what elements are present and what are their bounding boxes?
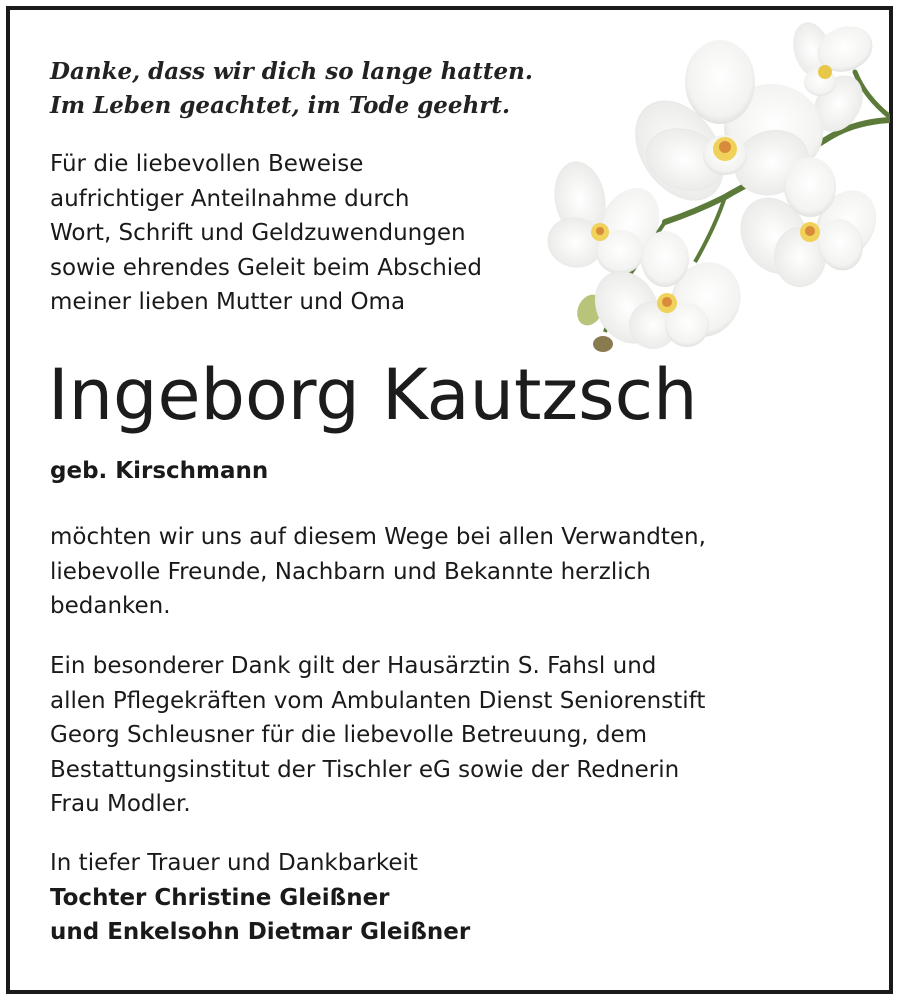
intro-text bbox=[50, 147, 482, 320]
motto-line: Danke, dass wir dich so lange hatten. bbox=[50, 58, 533, 85]
deceased-name: Ingeborg Kautzsch bbox=[48, 354, 698, 436]
special-thanks-line: Ein besonderer Dank gilt der Hausärztin S. Fahsl und bbox=[50, 653, 657, 679]
intro-line: Wort, Schrift und Geldzuwendungen bbox=[50, 220, 466, 246]
thanks-line: bedanken. bbox=[50, 593, 171, 619]
motto-line: Im Leben geachtet, im Tode geehrt. bbox=[50, 92, 511, 119]
special-thanks-paragraph bbox=[50, 649, 705, 822]
thanks-line: liebevolle Freunde, Nachbarn und Bekannte herzlich bbox=[50, 558, 651, 585]
thanks-line: möchten wir uns auf diesem Wege bei allen Verwandten, bbox=[50, 524, 706, 550]
special-thanks-line: allen Pflegekräften vom Ambulanten Dienst Seniorenstift bbox=[50, 687, 706, 714]
special-thanks-line: Frau Modler. bbox=[50, 791, 191, 817]
intro-line: sowie ehrendes Geleit beim Abschied bbox=[50, 254, 482, 281]
signer-grandson: und Enkelsohn Dietmar Gleißner bbox=[50, 919, 471, 945]
closing-block bbox=[50, 846, 470, 950]
intro-line: meiner lieben Mutter und Oma bbox=[50, 289, 406, 315]
signer-daughter: Tochter Christine Gleißner bbox=[50, 884, 390, 911]
special-thanks-line: Georg Schleusner für die liebevolle Betreuung, dem bbox=[50, 722, 648, 748]
closing-phrase: In tiefer Trauer und Dankbarkeit bbox=[50, 850, 418, 876]
white-orchid-icon bbox=[545, 12, 890, 357]
maiden-name: geb. Kirschmann bbox=[50, 458, 269, 484]
thanks-paragraph bbox=[50, 520, 706, 624]
motto bbox=[50, 55, 533, 123]
intro-line: aufrichtiger Anteilnahme durch bbox=[50, 185, 410, 212]
intro-line: Für die liebevollen Beweise bbox=[50, 151, 364, 177]
special-thanks-line: Bestattungsinstitut der Tischler eG sowie der Rednerin bbox=[50, 756, 680, 783]
